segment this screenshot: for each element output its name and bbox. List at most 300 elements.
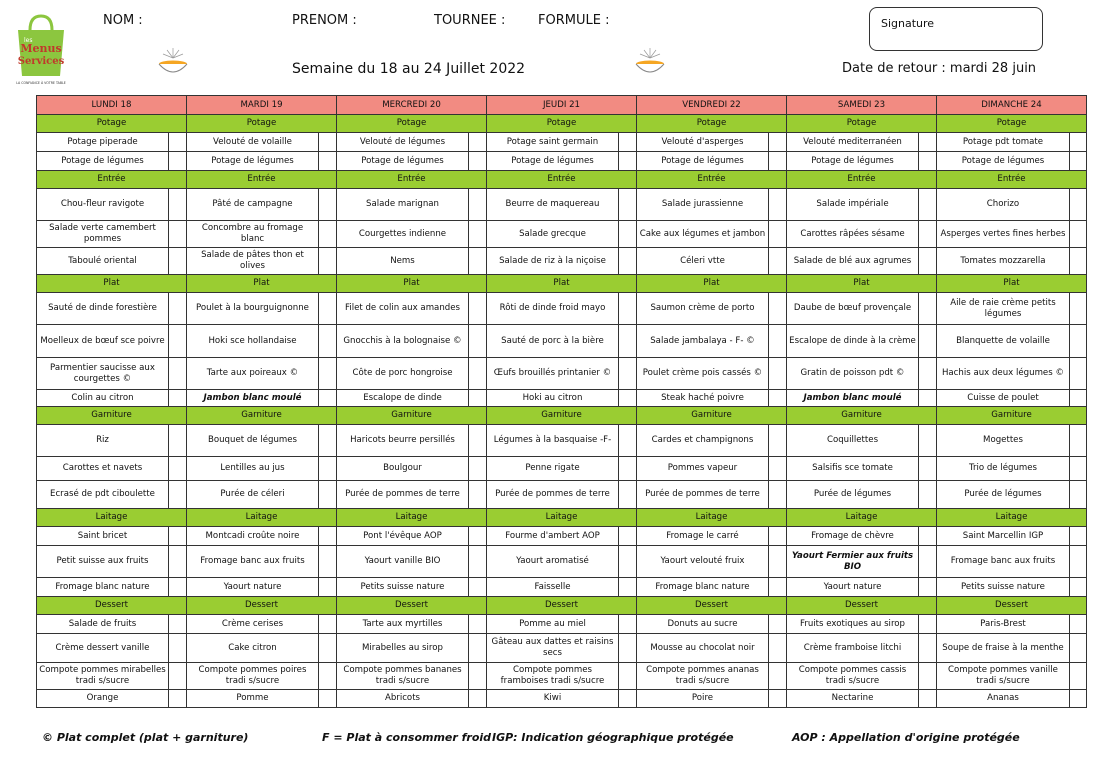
quantity-checkbox-cell[interactable]	[1070, 221, 1087, 248]
day-header: LUNDI 18	[37, 96, 187, 115]
dish-cell: Mirabelles au sirop	[337, 634, 469, 663]
dish-cell: Céleri vtte	[637, 248, 769, 275]
dish-cell: Soupe de fraise à la menthe	[937, 634, 1070, 663]
quantity-checkbox-cell[interactable]	[469, 425, 487, 457]
dish-cell: Ananas	[937, 690, 1070, 708]
weekly-menu-table	[36, 95, 1087, 708]
quantity-checkbox-cell[interactable]	[619, 221, 637, 248]
section-header: Plat	[337, 275, 487, 293]
quantity-checkbox-cell[interactable]	[169, 390, 187, 407]
dish-cell: Penne rigate	[487, 457, 619, 481]
svg-text:les: les	[24, 37, 33, 44]
menu-row	[37, 578, 1087, 597]
dish-cell: Pâté de campagne	[187, 189, 319, 221]
dish-cell: Purée de pommes de terre	[487, 481, 619, 509]
dish-cell: Riz	[37, 425, 169, 457]
quantity-checkbox-cell[interactable]	[319, 615, 337, 634]
dish-cell: Potage piperade	[37, 133, 169, 152]
quantity-checkbox-cell[interactable]	[319, 189, 337, 221]
svg-text:Services: Services	[17, 56, 65, 67]
section-header: Potage	[187, 115, 337, 133]
dish-cell: Fromage banc aux fruits	[187, 546, 319, 578]
dish-cell: Compote pommes mirabelles tradi s/sucre	[37, 663, 169, 690]
quantity-checkbox-cell[interactable]	[619, 248, 637, 275]
signature-box[interactable]	[869, 7, 1043, 51]
dish-cell: Hachis aux deux légumes ©	[937, 358, 1070, 390]
dish-cell: Légumes à la basquaise -F-	[487, 425, 619, 457]
quantity-checkbox-cell[interactable]	[319, 634, 337, 663]
quantity-checkbox-cell[interactable]	[169, 189, 187, 221]
quantity-checkbox-cell[interactable]	[1070, 189, 1087, 221]
quantity-checkbox-cell[interactable]	[1070, 133, 1087, 152]
quantity-checkbox-cell[interactable]	[469, 546, 487, 578]
dish-cell: Moelleux de bœuf sce poivre	[37, 325, 169, 358]
quantity-checkbox-cell[interactable]	[919, 578, 937, 597]
quantity-checkbox-cell[interactable]	[619, 325, 637, 358]
quantity-checkbox-cell[interactable]	[1070, 578, 1087, 597]
dish-cell: Crème cerises	[187, 615, 319, 634]
dish-cell: Compote pommes bananes tradi s/sucre	[337, 663, 469, 690]
dish-cell: Tarte aux poireaux ©	[187, 358, 319, 390]
dish-cell: Kiwi	[487, 690, 619, 708]
menu-row	[37, 293, 1087, 325]
quantity-checkbox-cell[interactable]	[919, 293, 937, 325]
quantity-checkbox-cell[interactable]	[769, 293, 787, 325]
quantity-checkbox-cell[interactable]	[469, 325, 487, 358]
section-header: Plat	[637, 275, 787, 293]
section-header: Dessert	[637, 597, 787, 615]
quantity-checkbox-cell[interactable]	[469, 390, 487, 407]
menu-row	[37, 152, 1087, 171]
dish-cell: Potage de légumes	[787, 152, 919, 171]
menu-row	[37, 481, 1087, 509]
dish-cell: Aile de raie crème petits légumes	[937, 293, 1070, 325]
quantity-checkbox-cell[interactable]	[169, 546, 187, 578]
quantity-checkbox-cell[interactable]	[169, 358, 187, 390]
section-header: Entrée	[787, 171, 937, 189]
dish-cell: Nectarine	[787, 690, 919, 708]
dish-cell: Compote pommes cassis tradi s/sucre	[787, 663, 919, 690]
quantity-checkbox-cell[interactable]	[1070, 390, 1087, 407]
dish-cell: Yaourt velouté fruix	[637, 546, 769, 578]
quantity-checkbox-cell[interactable]	[619, 481, 637, 509]
menu-row	[37, 390, 1087, 407]
menu-row	[37, 248, 1087, 275]
menu-row	[37, 615, 1087, 634]
footnote-froid: F = Plat à consommer froid	[322, 731, 492, 744]
dish-cell: Purée de pommes de terre	[637, 481, 769, 509]
section-header-row	[37, 171, 1087, 189]
quantity-checkbox-cell[interactable]	[469, 248, 487, 275]
quantity-checkbox-cell[interactable]	[469, 152, 487, 171]
dish-cell: Petits suisse nature	[937, 578, 1070, 597]
quantity-checkbox-cell[interactable]	[769, 690, 787, 708]
section-header: Garniture	[637, 407, 787, 425]
week-title: Semaine du 18 au 24 Juillet 2022	[292, 61, 526, 77]
quantity-checkbox-cell[interactable]	[319, 358, 337, 390]
dish-cell: Hoki sce hollandaise	[187, 325, 319, 358]
section-header: Dessert	[937, 597, 1087, 615]
footnote-aop: AOP : Appellation d'origine protégée	[792, 731, 1020, 744]
dish-cell: Yaourt nature	[187, 578, 319, 597]
dish-cell: Yaourt nature	[787, 578, 919, 597]
dish-cell: Salade grecque	[487, 221, 619, 248]
dish-cell: Escalope de dinde	[337, 390, 469, 407]
dish-cell: Fromage de chèvre	[787, 527, 919, 546]
soup-bowl-icon	[633, 46, 667, 80]
dish-cell: Donuts au sucre	[637, 615, 769, 634]
quantity-checkbox-cell[interactable]	[319, 325, 337, 358]
day-header: MERCREDI 20	[337, 96, 487, 115]
dish-cell: Purée de pommes de terre	[337, 481, 469, 509]
quantity-checkbox-cell[interactable]	[169, 293, 187, 325]
day-header: MARDI 19	[187, 96, 337, 115]
quantity-checkbox-cell[interactable]	[319, 481, 337, 509]
quantity-checkbox-cell[interactable]	[1070, 358, 1087, 390]
quantity-checkbox-cell[interactable]	[619, 615, 637, 634]
section-header: Entrée	[937, 171, 1087, 189]
quantity-checkbox-cell[interactable]	[919, 457, 937, 481]
quantity-checkbox-cell[interactable]	[319, 546, 337, 578]
dish-cell: Cake aux légumes et jambon	[637, 221, 769, 248]
quantity-checkbox-cell[interactable]	[619, 546, 637, 578]
section-header: Plat	[487, 275, 637, 293]
section-header-row	[37, 115, 1087, 133]
dish-cell: Cake citron	[187, 634, 319, 663]
dish-cell: Rôti de dinde froid mayo	[487, 293, 619, 325]
quantity-checkbox-cell[interactable]	[319, 663, 337, 690]
dish-cell: Courgettes indienne	[337, 221, 469, 248]
quantity-checkbox-cell[interactable]	[169, 325, 187, 358]
quantity-checkbox-cell[interactable]	[169, 152, 187, 171]
quantity-checkbox-cell[interactable]	[1070, 457, 1087, 481]
quantity-checkbox-cell[interactable]	[319, 293, 337, 325]
menu-row	[37, 425, 1087, 457]
dish-cell: Compote pommes framboises tradi s/sucre	[487, 663, 619, 690]
quantity-checkbox-cell[interactable]	[469, 634, 487, 663]
quantity-checkbox-cell[interactable]	[469, 663, 487, 690]
dish-cell: Poulet crème pois cassés ©	[637, 358, 769, 390]
quantity-checkbox-cell[interactable]	[319, 152, 337, 171]
quantity-checkbox-cell[interactable]	[769, 189, 787, 221]
menu-row	[37, 690, 1087, 708]
menus-services-logo	[10, 10, 72, 86]
section-header: Garniture	[337, 407, 487, 425]
dish-cell: Steak haché poivre	[637, 390, 769, 407]
quantity-checkbox-cell[interactable]	[919, 690, 937, 708]
quantity-checkbox-cell[interactable]	[169, 578, 187, 597]
quantity-checkbox-cell[interactable]	[1070, 527, 1087, 546]
quantity-checkbox-cell[interactable]	[619, 293, 637, 325]
dish-cell: Concombre au fromage blanc	[187, 221, 319, 248]
dish-cell: Poulet à la bourguignonne	[187, 293, 319, 325]
day-header: DIMANCHE 24	[937, 96, 1087, 115]
quantity-checkbox-cell[interactable]	[469, 133, 487, 152]
quantity-checkbox-cell[interactable]	[769, 615, 787, 634]
quantity-checkbox-cell[interactable]	[319, 690, 337, 708]
quantity-checkbox-cell[interactable]	[619, 527, 637, 546]
section-header: Laitage	[337, 509, 487, 527]
menu-row	[37, 457, 1087, 481]
quantity-checkbox-cell[interactable]	[169, 663, 187, 690]
dish-cell: Salade verte camembert pommes	[37, 221, 169, 248]
dish-cell: Faisselle	[487, 578, 619, 597]
quantity-checkbox-cell[interactable]	[919, 390, 937, 407]
quantity-checkbox-cell[interactable]	[469, 358, 487, 390]
quantity-checkbox-cell[interactable]	[319, 248, 337, 275]
section-header: Plat	[37, 275, 187, 293]
quantity-checkbox-cell[interactable]	[469, 615, 487, 634]
quantity-checkbox-cell[interactable]	[619, 189, 637, 221]
section-header: Potage	[337, 115, 487, 133]
dish-cell: Velouté d'asperges	[637, 133, 769, 152]
section-header: Garniture	[187, 407, 337, 425]
quantity-checkbox-cell[interactable]	[169, 425, 187, 457]
dish-cell: Sauté de porc à la bière	[487, 325, 619, 358]
dish-cell: Escalope de dinde à la crème	[787, 325, 919, 358]
dish-cell: Montcadi croûte noire	[187, 527, 319, 546]
dish-cell: Petits suisse nature	[337, 578, 469, 597]
section-header: Potage	[37, 115, 187, 133]
dish-cell: Tomates mozzarella	[937, 248, 1070, 275]
quantity-checkbox-cell[interactable]	[769, 152, 787, 171]
svg-text:LA CONFIANCE À VOTRE TABLE: LA CONFIANCE À VOTRE TABLE	[16, 81, 66, 85]
quantity-checkbox-cell[interactable]	[919, 358, 937, 390]
dish-cell: Crème framboise litchi	[787, 634, 919, 663]
section-header: Laitage	[187, 509, 337, 527]
formule-label: FORMULE :	[538, 13, 610, 28]
quantity-checkbox-cell[interactable]	[169, 457, 187, 481]
dish-cell: Lentilles au jus	[187, 457, 319, 481]
dish-cell: Daube de bœuf provençale	[787, 293, 919, 325]
quantity-checkbox-cell[interactable]	[769, 133, 787, 152]
quantity-checkbox-cell[interactable]	[619, 358, 637, 390]
dish-cell: Fromage blanc nature	[37, 578, 169, 597]
section-header: Laitage	[37, 509, 187, 527]
dish-cell: Haricots beurre persillés	[337, 425, 469, 457]
dish-cell: Potage de légumes	[937, 152, 1070, 171]
quantity-checkbox-cell[interactable]	[1070, 325, 1087, 358]
dish-cell: Yaourt Fermier aux fruits BIO	[787, 546, 919, 578]
dish-cell: Potage saint germain	[487, 133, 619, 152]
quantity-checkbox-cell[interactable]	[319, 425, 337, 457]
section-header: Dessert	[787, 597, 937, 615]
dish-cell: Fromage le carré	[637, 527, 769, 546]
quantity-checkbox-cell[interactable]	[619, 663, 637, 690]
quantity-checkbox-cell[interactable]	[1070, 663, 1087, 690]
dish-cell: Compote pommes ananas tradi s/sucre	[637, 663, 769, 690]
quantity-checkbox-cell[interactable]	[619, 690, 637, 708]
dish-cell: Salade de blé aux agrumes	[787, 248, 919, 275]
dish-cell: Potage de légumes	[37, 152, 169, 171]
quantity-checkbox-cell[interactable]	[1070, 425, 1087, 457]
section-header-row	[37, 407, 1087, 425]
quantity-checkbox-cell[interactable]	[919, 248, 937, 275]
dish-cell: Salade de pâtes thon et olives	[187, 248, 319, 275]
section-header-row	[37, 275, 1087, 293]
dish-cell: Paris-Brest	[937, 615, 1070, 634]
day-header: SAMEDI 23	[787, 96, 937, 115]
dish-cell: Mousse au chocolat noir	[637, 634, 769, 663]
quantity-checkbox-cell[interactable]	[319, 578, 337, 597]
dish-cell: Jambon blanc moulé	[187, 390, 319, 407]
quantity-checkbox-cell[interactable]	[769, 248, 787, 275]
quantity-checkbox-cell[interactable]	[769, 634, 787, 663]
section-header: Dessert	[337, 597, 487, 615]
quantity-checkbox-cell[interactable]	[1070, 615, 1087, 634]
quantity-checkbox-cell[interactable]	[319, 527, 337, 546]
day-header-row	[37, 96, 1087, 115]
quantity-checkbox-cell[interactable]	[319, 221, 337, 248]
quantity-checkbox-cell[interactable]	[919, 152, 937, 171]
quantity-checkbox-cell[interactable]	[769, 527, 787, 546]
quantity-checkbox-cell[interactable]	[169, 690, 187, 708]
quantity-checkbox-cell[interactable]	[769, 457, 787, 481]
quantity-checkbox-cell[interactable]	[919, 133, 937, 152]
quantity-checkbox-cell[interactable]	[619, 152, 637, 171]
signature-label: Signature	[881, 17, 935, 30]
dish-cell: Fruits exotiques au sirop	[787, 615, 919, 634]
quantity-checkbox-cell[interactable]	[919, 634, 937, 663]
soup-bowl-icon	[156, 46, 190, 80]
quantity-checkbox-cell[interactable]	[1070, 293, 1087, 325]
dish-cell: Potage de légumes	[637, 152, 769, 171]
quantity-checkbox-cell[interactable]	[169, 634, 187, 663]
menu-row	[37, 663, 1087, 690]
quantity-checkbox-cell[interactable]	[919, 189, 937, 221]
quantity-checkbox-cell[interactable]	[319, 457, 337, 481]
quantity-checkbox-cell[interactable]	[169, 248, 187, 275]
section-header: Entrée	[187, 171, 337, 189]
quantity-checkbox-cell[interactable]	[169, 615, 187, 634]
section-header-row	[37, 509, 1087, 527]
day-header: VENDREDI 22	[637, 96, 787, 115]
dish-cell: Gratin de poisson pdt ©	[787, 358, 919, 390]
quantity-checkbox-cell[interactable]	[769, 663, 787, 690]
dish-cell: Beurre de maquereau	[487, 189, 619, 221]
dish-cell: Yaourt vanille BIO	[337, 546, 469, 578]
quantity-checkbox-cell[interactable]	[919, 663, 937, 690]
quantity-checkbox-cell[interactable]	[919, 221, 937, 248]
quantity-checkbox-cell[interactable]	[619, 578, 637, 597]
dish-cell: Salade de fruits	[37, 615, 169, 634]
dish-cell: Fourme d'ambert AOP	[487, 527, 619, 546]
quantity-checkbox-cell[interactable]	[169, 481, 187, 509]
quantity-checkbox-cell[interactable]	[469, 189, 487, 221]
quantity-checkbox-cell[interactable]	[1070, 248, 1087, 275]
quantity-checkbox-cell[interactable]	[769, 481, 787, 509]
dish-cell: Orange	[37, 690, 169, 708]
dish-cell: Salade impériale	[787, 189, 919, 221]
menu-row	[37, 546, 1087, 578]
menu-row	[37, 133, 1087, 152]
quantity-checkbox-cell[interactable]	[1070, 152, 1087, 171]
quantity-checkbox-cell[interactable]	[469, 481, 487, 509]
section-header: Plat	[187, 275, 337, 293]
section-header: Laitage	[787, 509, 937, 527]
quantity-checkbox-cell[interactable]	[469, 690, 487, 708]
quantity-checkbox-cell[interactable]	[169, 527, 187, 546]
section-header: Plat	[787, 275, 937, 293]
quantity-checkbox-cell[interactable]	[1070, 546, 1087, 578]
quantity-checkbox-cell[interactable]	[619, 133, 637, 152]
quantity-checkbox-cell[interactable]	[1070, 481, 1087, 509]
footnote-plat-complet: © Plat complet (plat + garniture)	[42, 731, 249, 744]
quantity-checkbox-cell[interactable]	[769, 221, 787, 248]
section-header: Laitage	[637, 509, 787, 527]
quantity-checkbox-cell[interactable]	[619, 425, 637, 457]
quantity-checkbox-cell[interactable]	[619, 634, 637, 663]
dish-cell: Boulgour	[337, 457, 469, 481]
section-header: Potage	[937, 115, 1087, 133]
section-header: Garniture	[37, 407, 187, 425]
dish-cell: Salade jurassienne	[637, 189, 769, 221]
dish-cell: Asperges vertes fines herbes	[937, 221, 1070, 248]
quantity-checkbox-cell[interactable]	[469, 578, 487, 597]
quantity-checkbox-cell[interactable]	[619, 457, 637, 481]
quantity-checkbox-cell[interactable]	[919, 546, 937, 578]
quantity-checkbox-cell[interactable]	[469, 221, 487, 248]
dish-cell: Ecrasé de pdt ciboulette	[37, 481, 169, 509]
section-header: Potage	[787, 115, 937, 133]
menu-row	[37, 221, 1087, 248]
quantity-checkbox-cell[interactable]	[919, 425, 937, 457]
dish-cell: Gnocchis à la bolognaise ©	[337, 325, 469, 358]
quantity-checkbox-cell[interactable]	[919, 325, 937, 358]
dish-cell: Coquillettes	[787, 425, 919, 457]
quantity-checkbox-cell[interactable]	[769, 425, 787, 457]
quantity-checkbox-cell[interactable]	[769, 578, 787, 597]
quantity-checkbox-cell[interactable]	[769, 358, 787, 390]
dish-cell: Salsifis sce tomate	[787, 457, 919, 481]
quantity-checkbox-cell[interactable]	[919, 615, 937, 634]
quantity-checkbox-cell[interactable]	[169, 221, 187, 248]
dish-cell: Tarte aux myrtilles	[337, 615, 469, 634]
tournee-label: TOURNEE :	[434, 13, 506, 28]
quantity-checkbox-cell[interactable]	[169, 133, 187, 152]
quantity-checkbox-cell[interactable]	[1070, 690, 1087, 708]
quantity-checkbox-cell[interactable]	[619, 390, 637, 407]
section-header: Entrée	[487, 171, 637, 189]
menu-row	[37, 527, 1087, 546]
quantity-checkbox-cell[interactable]	[319, 133, 337, 152]
prenom-label: PRENOM :	[292, 13, 357, 28]
quantity-checkbox-cell[interactable]	[769, 390, 787, 407]
section-header: Potage	[487, 115, 637, 133]
section-header: Dessert	[487, 597, 637, 615]
quantity-checkbox-cell[interactable]	[769, 546, 787, 578]
quantity-checkbox-cell[interactable]	[1070, 634, 1087, 663]
quantity-checkbox-cell[interactable]	[469, 293, 487, 325]
menu-row	[37, 634, 1087, 663]
section-header: Potage	[637, 115, 787, 133]
section-header: Garniture	[787, 407, 937, 425]
dish-cell: Sauté de dinde forestière	[37, 293, 169, 325]
quantity-checkbox-cell[interactable]	[319, 390, 337, 407]
quantity-checkbox-cell[interactable]	[919, 481, 937, 509]
dish-cell: Colin au citron	[37, 390, 169, 407]
dish-cell: Mogettes	[937, 425, 1070, 457]
dish-cell: Saumon crème de porto	[637, 293, 769, 325]
quantity-checkbox-cell[interactable]	[469, 457, 487, 481]
section-header-row	[37, 597, 1087, 615]
dish-cell: Pomme	[187, 690, 319, 708]
dish-cell: Salade de riz à la niçoise	[487, 248, 619, 275]
dish-cell: Carottes râpées sésame	[787, 221, 919, 248]
quantity-checkbox-cell[interactable]	[469, 527, 487, 546]
quantity-checkbox-cell[interactable]	[919, 527, 937, 546]
quantity-checkbox-cell[interactable]	[769, 325, 787, 358]
